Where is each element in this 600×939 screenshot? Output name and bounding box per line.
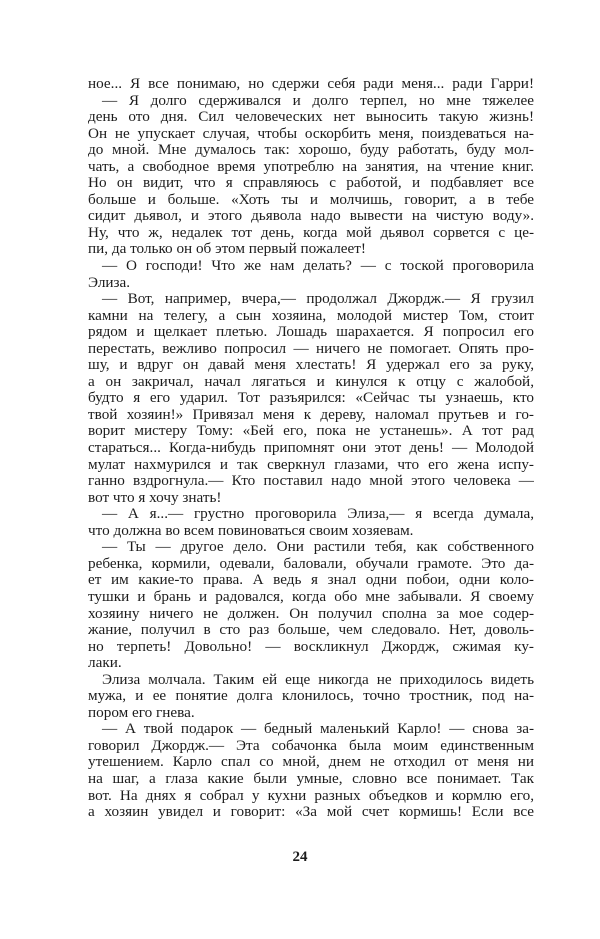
page-number: 24: [292, 849, 308, 865]
text-line: шу, и вдруг он давай меня хлестать! Я удержал его за руку,: [88, 357, 534, 374]
text-line: хозяину ничего не должен. Он получил сполна за мое содер-: [88, 605, 534, 622]
text-line: будто я его ударил. Тот разъярился: «Сейчас ты узнаешь, кто: [88, 390, 534, 407]
text-line: ганно вздрогнула.— Кто поставил надо мной этого человека —: [88, 473, 534, 490]
text-line: ное... Я все понимаю, но сдержи себя ради меня... ради Гарри!: [88, 76, 534, 92]
text-line: мулат нахмурился и так сверкнул глазами, что его жена испу-: [88, 456, 534, 473]
text-line: тушки и брань и радовался, когда обо мне забывали. Я своему: [88, 588, 534, 605]
text-line: а он закричал, начал лягаться и кинулся к отцу с жалобой,: [88, 373, 534, 390]
book-page-text: [88, 76, 534, 821]
text-line: а хозяин увидел и говорит: «За мой счет кормишь! Если все: [88, 804, 534, 821]
text-line: перестать, вежливо попросил — ничего не помогает. Опять про-: [88, 340, 534, 357]
text-line: вот что я хочу знать!: [88, 489, 222, 506]
text-line: пором его гнева.: [88, 704, 195, 721]
text-line: пи, да только он об этом первый пожалеет!: [88, 241, 366, 258]
text-line: ворит мистеру Тому: «Бей его, пока не устанешь». А тот рад: [88, 423, 534, 440]
text-line: до мной. Мне думалось так: хорошо, буду работать, буду мол-: [88, 142, 534, 159]
text-line: твой хозяин!» Привязал меня к дереву, наломал прутьев и го-: [88, 406, 534, 423]
text-line: рядом и щелкает плетью. Лошадь шарахается. Я попросил его: [88, 324, 534, 341]
text-line: камни на телегу, а сын хозяина, молодой мистер Том, стоит: [88, 307, 534, 324]
text-line: Ну, что ж, недалек тот день, когда мой дьявол сорвется с це-: [88, 224, 534, 241]
text-line: стараться... Когда-нибудь припомнят они этот день! — Молодой: [88, 440, 534, 457]
text-line: Но он видит, что я справляюсь с работой, и подбавляет все: [88, 175, 534, 192]
text-line: — Я долго сдерживался и долго терпел, но мне тяжелее: [102, 92, 534, 109]
text-line: вот. На днях я собрал у кухни разных объедков и кормлю его,: [88, 787, 534, 804]
text-line: больше и больше. «Хоть ты и молчишь, говорит, а в тебе: [88, 191, 534, 208]
text-line: ет им какие-то права. А ведь я знал одни побои, одни коло-: [88, 572, 534, 589]
text-line: день ото дня. Сил человеческих нет выносить такую жизнь!: [88, 109, 534, 126]
text-line: говорил Джордж.— Эта собачонка была моим единственным: [88, 737, 534, 754]
text-line: утешением. Карло спал со мной, днем не отходил от меня ни: [88, 754, 534, 771]
text-line: ребенка, кормили, одевали, баловали, обучали грамоте. Это да-: [88, 555, 534, 572]
text-line: жание, получил в сто раз больше, чем следовало. Нет, доволь-: [88, 622, 534, 639]
text-line: Элиза молчала. Таким ей еще никогда не приходилось видеть: [102, 671, 534, 688]
text-line: — Вот, например, вчера,— продолжал Джордж.— Я грузил: [102, 291, 534, 308]
text-line: мужа, и ее понятие долга клонилось, точно тростник, под на-: [88, 688, 534, 705]
text-line: на шаг, а глаза какие были умные, словно все понимает. Так: [88, 770, 534, 787]
text-line: но терпеть! Довольно! — воскликнул Джордж, сжимая ку-: [88, 638, 534, 655]
text-line: что должна во всем повиноваться своим хозяевам.: [88, 522, 414, 539]
text-line: лаки.: [88, 655, 122, 672]
text-line: Элиза.: [88, 274, 131, 291]
text-line: — О господи! Что же нам делать? — с тоской проговорила: [102, 258, 534, 275]
text-line: чать, а свободное время употреблю на занятия, на чтение книг.: [88, 158, 534, 175]
text-line: сидит дьявол, и этого дьявола надо вывести на чистую воду».: [88, 208, 534, 225]
text-line: Он не упускает случая, чтобы оскорбить меня, поиздеваться на-: [88, 125, 534, 142]
text-line: — А твой подарок — бедный маленький Карло! — снова за-: [102, 721, 534, 738]
text-line: — А я...— грустно проговорила Элиза,— я всегда думала,: [102, 506, 534, 523]
text-line: — Ты — другое дело. Они растили тебя, как собственного: [102, 539, 534, 556]
